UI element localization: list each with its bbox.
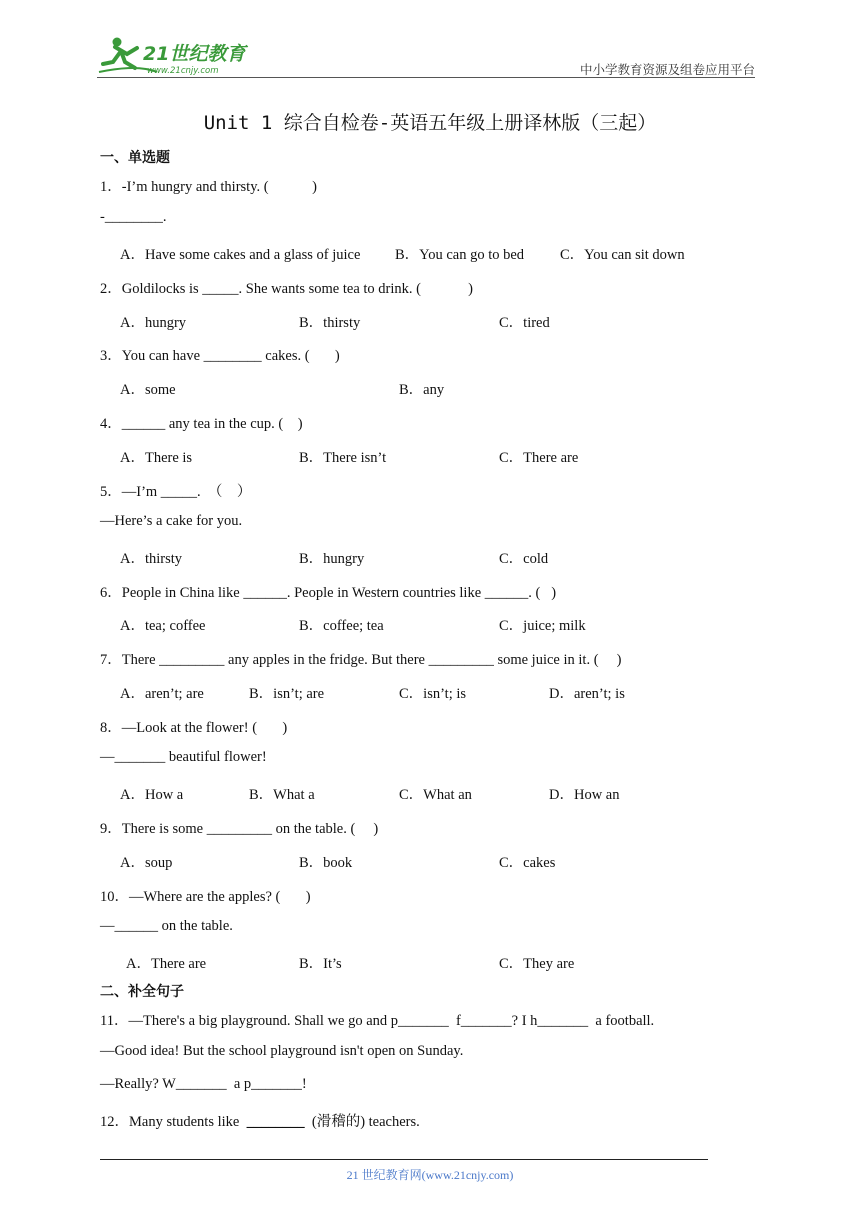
question-7-option-a[interactable]: A．aren’t; are	[120, 686, 204, 702]
question-11-line1: 11．—There's a big playground. Shall we go and p_______ f_______? I h_______ a football.	[100, 1013, 655, 1029]
question-8-stem: 8．—Look at the flower! ( )	[100, 720, 288, 736]
question-8-option-c[interactable]: C．What an	[399, 787, 472, 803]
question-12-stem-post: (滑稽的) teachers.	[304, 1114, 420, 1130]
question-9-option-b[interactable]: B．book	[299, 855, 353, 871]
question-1-line2: -________.	[100, 209, 167, 225]
footer-text[interactable]: 21 世纪教育网(www.21cnjy.com)	[346, 1168, 514, 1182]
page-header	[97, 34, 755, 78]
question-6-option-b[interactable]: B．coffee; tea	[299, 618, 384, 634]
footer-divider	[100, 1159, 708, 1160]
question-6-option-c[interactable]: C．juice; milk	[499, 618, 586, 634]
question-3-option-a[interactable]: A．some	[120, 382, 176, 398]
question-4-stem: 4．______ any tea in the cup. ( )	[100, 416, 303, 432]
question-10-option-a[interactable]: A．There are	[126, 956, 207, 972]
question-9-option-c[interactable]: C．cakes	[499, 855, 556, 871]
question-2-stem: 2．Goldilocks is _____. She wants some tea to drink. ( )	[100, 281, 473, 297]
question-5-option-a[interactable]: A．thirsty	[120, 551, 183, 567]
question-12-stem	[100, 1110, 420, 1131]
header-divider	[97, 77, 755, 78]
question-2-option-a[interactable]: A．hungry	[120, 315, 187, 331]
logo	[97, 34, 267, 78]
section-heading-single-choice: 一、单选题	[100, 150, 170, 166]
question-2-option-b[interactable]: B．thirsty	[299, 315, 361, 331]
question-10-line2: —______ on the table.	[100, 918, 233, 934]
question-8-option-b[interactable]: B．What a	[249, 787, 315, 803]
question-11-line3: —Really? W_______ a p_______!	[100, 1076, 307, 1092]
question-2-option-c[interactable]: C．tired	[499, 315, 550, 331]
question-1-stem: 1．-I’m hungry and thirsty. ( )	[100, 179, 317, 195]
question-10-stem: 10．—Where are the apples? ( )	[100, 889, 311, 905]
page-title: Unit 1 综合自检卷-英语五年级上册译林版（三起）	[203, 112, 657, 134]
logo-text: 21世纪教育	[143, 43, 246, 65]
question-7-option-c[interactable]: C．isn’t; is	[399, 686, 467, 702]
header-platform-text: 中小学教育资源及组卷应用平台	[579, 62, 755, 77]
question-9-option-a[interactable]: A．soup	[120, 855, 173, 871]
question-7-option-b[interactable]: B．isn’t; are	[249, 686, 325, 702]
question-5-line2: —Here’s a cake for you.	[100, 513, 243, 529]
question-6-option-a[interactable]: A．tea; coffee	[120, 618, 206, 634]
question-1-option-a[interactable]: A．Have some cakes and a glass of juice	[120, 247, 361, 263]
question-5-stem: 5．—I’m _____. （ ）	[100, 484, 252, 500]
question-11-line2: —Good idea! But the school playground isn't open on Sunday.	[100, 1043, 464, 1059]
question-3-stem: 3．You can have ________ cakes. ( )	[100, 348, 340, 364]
question-8-option-d[interactable]: D．How an	[549, 787, 620, 803]
question-7-option-d[interactable]: D．aren’t; is	[549, 686, 625, 702]
section-heading-complete-sentences: 二、补全句子	[100, 984, 184, 1000]
question-4-option-a[interactable]: A．There is	[120, 450, 193, 466]
question-4-option-b[interactable]: B．There isn’t	[299, 450, 387, 466]
question-6-stem: 6．People in China like ______. People in Western countries like ______. ( )	[100, 585, 557, 601]
question-4-option-c[interactable]: C．There are	[499, 450, 579, 466]
question-1-option-b[interactable]: B．You can go to bed	[395, 247, 525, 263]
question-8-option-a[interactable]: A．How a	[120, 787, 184, 803]
question-7-stem: 7．There _________ any apples in the fridge. But there _________ some juice in it. ( )	[100, 652, 622, 668]
question-10-option-b[interactable]: B．It’s	[299, 956, 342, 972]
question-12-stem-pre: 12．Many students like	[100, 1114, 247, 1130]
question-10-option-c[interactable]: C．They are	[499, 956, 575, 972]
question-1-option-c[interactable]: C．You can sit down	[560, 247, 685, 263]
question-9-stem: 9．There is some _________ on the table. ( )	[100, 821, 379, 837]
logo-url: www.21cnjy.com	[147, 66, 219, 76]
question-5-option-c[interactable]: C．cold	[499, 551, 549, 567]
question-5-option-b[interactable]: B．hungry	[299, 551, 365, 567]
question-8-line2: —_______ beautiful flower!	[100, 749, 267, 765]
question-12-blank[interactable]: ________	[246, 1114, 305, 1130]
question-3-option-b[interactable]: B．any	[399, 382, 445, 398]
